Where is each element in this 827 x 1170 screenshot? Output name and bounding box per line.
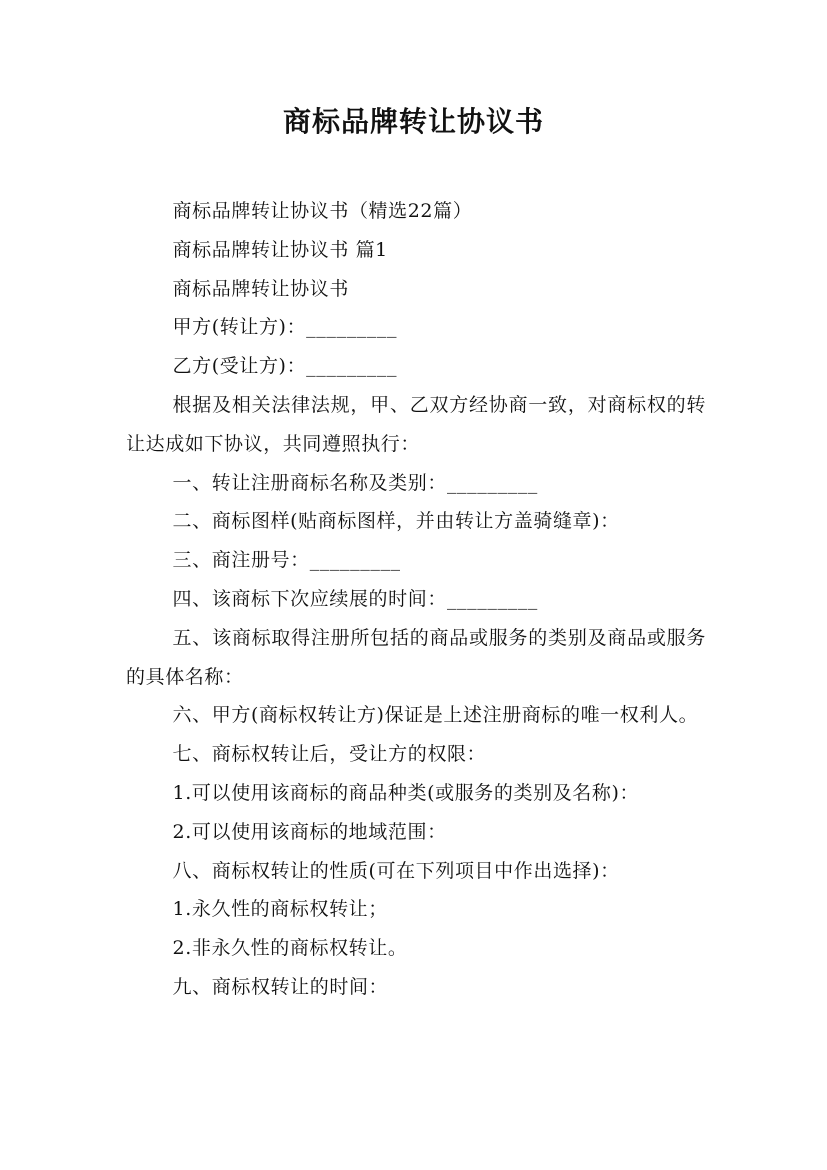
document-body	[126, 192, 706, 1007]
document-title: 商标品牌转让协议书	[282, 105, 544, 138]
paragraph-party-b: 乙方(受让方)：_________	[172, 355, 398, 378]
paragraph-clause-8: 八、商标权转让的性质(可在下列项目中作出选择)：	[172, 859, 620, 882]
paragraph-clause-8-item-1: 1.永久性的商标权转让；	[172, 898, 388, 921]
paragraph-subtitle: 商标品牌转让协议书（精选22篇）	[172, 200, 473, 222]
paragraph-clause-7-item-2: 2.可以使用该商标的地域范围：	[172, 820, 447, 843]
paragraph-agreement-name: 商标品牌转让协议书	[172, 277, 349, 300]
paragraph-party-a: 甲方(转让方)：_________	[172, 316, 398, 339]
paragraph-clause-8-item-2: 2.非永久性的商标权转让。	[172, 937, 408, 960]
paragraph-clause-5: 五、该商标取得注册所包括的商品或服务的类别及商品或服务的具体名称：	[126, 626, 706, 688]
paragraph-clause-9: 九、商标权转让的时间：	[172, 975, 389, 998]
paragraph-preamble: 根据及相关法律法规，甲、乙双方经协商一致，对商标权的转让达成如下协议，共同遵照执行：	[126, 393, 706, 455]
paragraph-clause-1: 一、转让注册商标名称及类别：_________	[172, 471, 538, 494]
paragraph-clause-2: 二、商标图样(贴商标图样，并由转让方盖骑缝章)：	[172, 510, 620, 533]
paragraph-chapter-heading: 商标品牌转让协议书 篇1	[172, 238, 388, 261]
paragraph-clause-7: 七、商标权转让后，受让方的权限：	[172, 743, 487, 766]
paragraph-clause-4: 四、该商标下次应续展的时间：_________	[172, 587, 538, 610]
paragraph-clause-6: 六、甲方(商标权转让方)保证是上述注册商标的唯一权利人。	[172, 704, 699, 727]
paragraph-clause-3: 三、商注册号：_________	[172, 549, 401, 572]
paragraph-clause-7-item-1: 1.可以使用该商标的商品种类(或服务的类别及名称)：	[172, 781, 640, 804]
